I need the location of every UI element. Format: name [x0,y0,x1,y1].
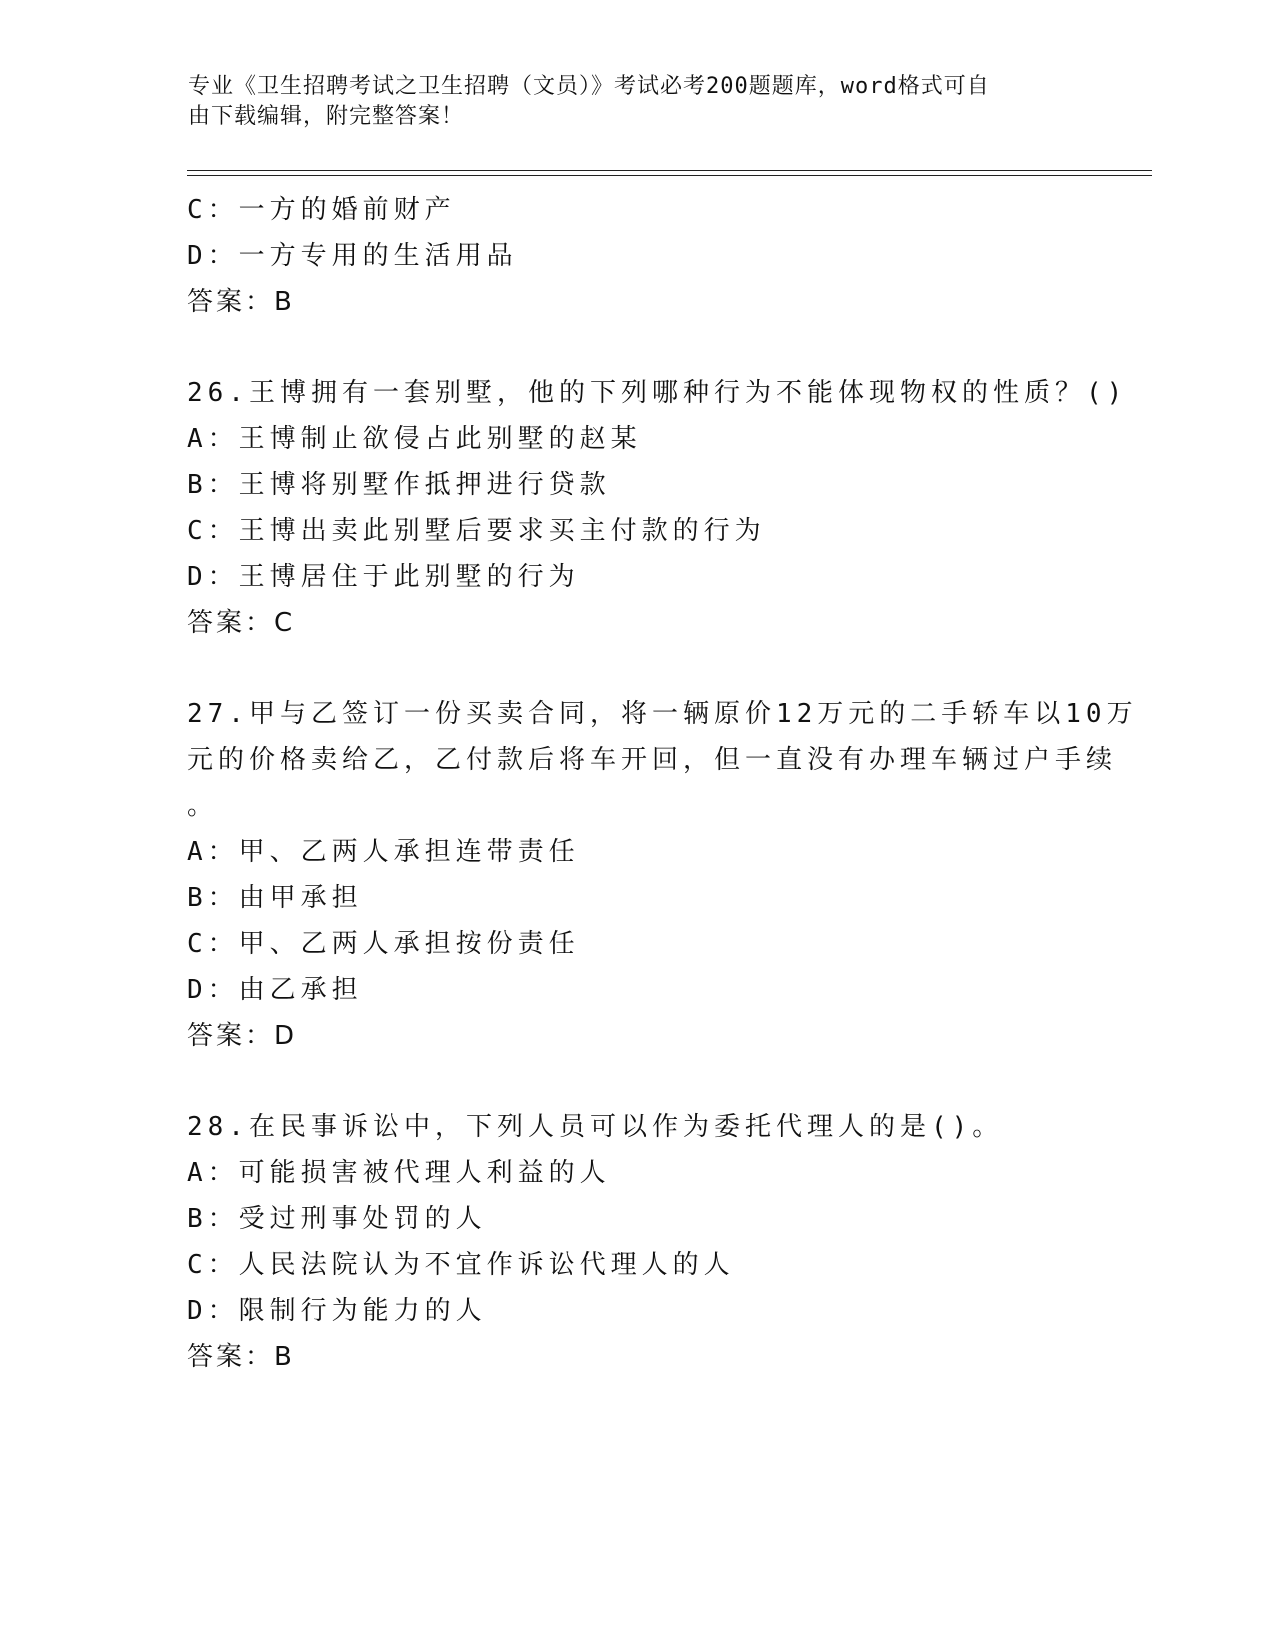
header-line-1: 专业《卫生招聘考试之卫生招聘（文员）》考试必考200题题库，word格式可自 [188,74,990,99]
option-d: D：由乙承担 [187,975,363,1005]
option-a: A：王博制止欲侵占此别墅的赵某 [187,424,642,454]
question-stem-line-1: 27.甲与乙签订一份买卖合同，将一辆原价12万元的二手轿车以10万 [187,699,1138,729]
answer-line: 答案：B [187,287,295,317]
option-d: D：一方专用的生活用品 [187,241,518,271]
answer-line: 答案：C [187,608,296,638]
document-body [187,188,1138,1381]
question-stem-line-2: 元的价格卖给乙，乙付款后将车开回，但一直没有办理车辆过户手续 [187,745,1118,775]
question-stem: 28.在民事诉讼中，下列人员可以作为委托代理人的是()。 [187,1112,1004,1142]
option-c: C：一方的婚前财产 [187,195,456,225]
header-rule-bottom [187,175,1152,176]
option-c: C：人民法院认为不宜作诉讼代理人的人 [187,1250,735,1280]
question-25-tail [187,188,1087,326]
option-c: C：王博出卖此别墅后要求买主付款的行为 [187,516,766,546]
answer-line: 答案：D [187,1021,298,1051]
question-27 [187,692,1138,1060]
option-b: B：受过刑事处罚的人 [187,1204,487,1234]
question-28 [187,1105,1087,1381]
option-b: B：王博将别墅作抵押进行贷款 [187,470,611,500]
option-d: D：王博居住于此别墅的行为 [187,562,580,592]
question-stem: 26.王博拥有一套别墅，他的下列哪种行为不能体现物权的性质？() [187,378,1128,408]
header-rule-top [187,170,1152,171]
option-c: C：甲、乙两人承担按份责任 [187,929,580,959]
option-b: B：由甲承担 [187,883,363,913]
document-header [188,72,1068,132]
option-d: D：限制行为能力的人 [187,1296,487,1326]
option-a: A：甲、乙两人承担连带责任 [187,837,580,867]
header-line-2: 由下载编辑，附完整答案！ [188,104,465,129]
question-stem-line-3: 。 [187,791,219,821]
answer-line: 答案：B [187,1342,295,1372]
option-a: A：可能损害被代理人利益的人 [187,1158,611,1188]
question-26 [187,371,1128,647]
